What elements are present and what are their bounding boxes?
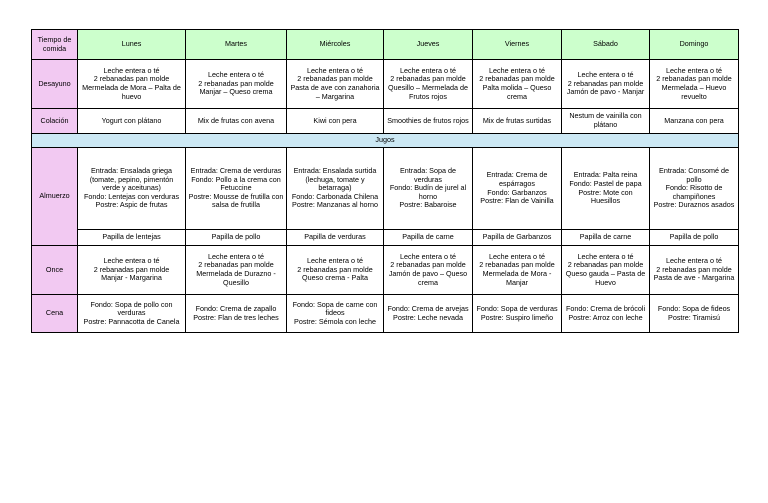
cena-cell-line: Postre: Suspiro limeño (480, 312, 554, 322)
cena-row (32, 295, 739, 333)
once-cell-line: Mermelada de Durazno - Quesillo (196, 269, 276, 287)
almuerzo-cell-line: Postre: Flan de Vainilla (480, 196, 554, 206)
colacion-cell-miercoles (287, 109, 384, 134)
once-cell-line: 2 rebanadas pan molde (198, 260, 274, 270)
cena-cell-lunes (78, 295, 186, 333)
desayuno-cell-line: Leche entera o té (489, 65, 545, 75)
once-cell-line: Jamón de pavo – Queso crema (388, 269, 468, 287)
corner-cell: Tiempo de comida (32, 30, 78, 60)
colacion-cell-jueves (384, 109, 473, 134)
almuerzo-cell-martes (186, 148, 287, 230)
papilla-cell-line: Papilla de Garbanzos (482, 232, 552, 242)
almuerzo-cell-miercoles (287, 148, 384, 230)
desayuno-cell-line: Leche entera o té (307, 65, 363, 75)
header-row (32, 30, 739, 60)
almuerzo-cell-line: Fondo: Risotto de champiñones (665, 183, 723, 201)
almuerzo-cell-line: Entrada: Ensalada griega (tomate, pepino, pimentón verde y aceitunas) (89, 166, 174, 193)
once-cell-line: Queso gauda – Pasta de Huevo (565, 269, 646, 287)
colacion-cell-martes (186, 109, 287, 134)
desayuno-cell-line: Leche entera o té (577, 70, 634, 80)
colacion-cell-line: Manzana con pera (664, 115, 724, 125)
once-row (32, 246, 739, 295)
once-cell-line: Leche entera o té (208, 251, 264, 261)
almuerzo-cell-domingo (650, 148, 739, 230)
colacion-cell-line: Mix de frutas con avena (197, 115, 275, 125)
desayuno-cell-line: Pasta de ave con zanahoria – Margarina (290, 83, 380, 101)
once-cell-line: Leche entera o té (666, 256, 722, 266)
almuerzo-cell-line: Postre: Mousse de frutilla con salsa de frutilla (188, 191, 284, 210)
colacion-cell-lunes (78, 109, 186, 134)
papilla-cell-jueves (384, 230, 473, 246)
cena-cell-line: Fondo: Sopa de pollo con verduras (90, 299, 173, 318)
day-header-viernes: Viernes (473, 30, 562, 60)
colacion-cell-line: Yogurt con plátano (101, 115, 162, 125)
cena-cell-domingo (650, 295, 739, 333)
colacion-cell-line: Kiwi con pera (313, 115, 357, 125)
almuerzo-cell-line: Fondo: Budín de jurel al horno (389, 183, 467, 201)
colacion-cell-line: Nestum de vainilla con plátano (569, 111, 642, 129)
once-cell-line: Leche entera o té (489, 251, 545, 261)
jugos-row (32, 134, 739, 148)
papilla-cell-viernes (473, 230, 562, 246)
desayuno-cell-viernes (473, 60, 562, 109)
papilla-cell-line: Papilla de carne (579, 232, 632, 242)
once-cell-line: 2 rebanadas pan molde (297, 264, 373, 274)
desayuno-cell-line: Mermelada – Huevo revuelto (661, 83, 727, 101)
papilla-cell-lunes (78, 230, 186, 246)
papilla-cell-miercoles (287, 230, 384, 246)
day-header-miercoles: Miércoles (287, 30, 384, 60)
cena-cell-line: Fondo: Crema de zapallo (195, 303, 277, 313)
desayuno-cell-line: Mermelada de Mora – Palta de huevo (82, 83, 181, 101)
meal-label-cena: Cena (32, 295, 78, 333)
almuerzo-cell-sabado (562, 148, 650, 230)
papilla-cell-line: Papilla de verduras (304, 232, 366, 242)
once-cell-jueves (384, 246, 473, 295)
once-cell-line: 2 rebanadas pan molde (567, 260, 644, 270)
papilla-cell-line: Papilla de lentejas (102, 232, 161, 242)
once-cell-line: Leche entera o té (577, 251, 634, 261)
jugos-banner: Jugos (32, 134, 739, 148)
once-cell-line: Pasta de ave - Margarina (653, 273, 735, 283)
once-cell-line: 2 rebanadas pan molde (93, 264, 170, 274)
desayuno-row (32, 60, 739, 109)
weekly-menu-table (31, 29, 739, 333)
cena-cell-line: Fondo: Crema de brócoli (565, 303, 646, 313)
once-cell-line: 2 rebanadas pan molde (656, 264, 732, 274)
once-cell-lunes (78, 246, 186, 295)
papilla-row (32, 230, 739, 246)
cena-cell-line: Postre: Sémola con leche (294, 316, 376, 326)
almuerzo-cell-line: Postre: Babaroise (399, 200, 457, 210)
day-header-jueves: Jueves (384, 30, 473, 60)
desayuno-cell-line: 2 rebanadas pan molde (479, 74, 555, 84)
almuerzo-cell-line: Postre: Aspic de frutas (95, 200, 168, 210)
desayuno-cell-line: Leche entera o té (103, 65, 160, 75)
desayuno-cell-line: Manjar – Queso crema (199, 87, 273, 97)
desayuno-cell-lunes (78, 60, 186, 109)
desayuno-cell-line: 2 rebanadas pan molde (390, 74, 466, 84)
cena-cell-line: Postre: Pannacotta de Canela (83, 316, 180, 326)
colacion-cell-viernes (473, 109, 562, 134)
once-cell-line: Queso crema - Palta (302, 273, 368, 283)
almuerzo-cell-viernes (473, 148, 562, 230)
almuerzo-cell-line: Fondo: Garbanzos (487, 187, 547, 197)
almuerzo-cell-line: Postre: Duraznos asados (653, 200, 735, 210)
cena-cell-sabado (562, 295, 650, 333)
almuerzo-cell-jueves (384, 148, 473, 230)
desayuno-cell-sabado (562, 60, 650, 109)
cena-cell-miercoles (287, 295, 384, 333)
almuerzo-cell-line: Fondo: Pollo a la crema con Fetuccine (191, 174, 281, 193)
meal-label-desayuno: Desayuno (32, 60, 78, 109)
almuerzo-cell-line: Fondo: Lentejas con verduras (83, 191, 180, 201)
desayuno-cell-line: Leche entera o té (666, 65, 722, 75)
colacion-cell-sabado (562, 109, 650, 134)
almuerzo-cell-line: Fondo: Carbonada Chilena (291, 191, 379, 201)
papilla-cell-sabado (562, 230, 650, 246)
day-header-sabado: Sábado (562, 30, 650, 60)
cena-cell-line: Fondo: Sopa de verduras (476, 303, 558, 313)
papilla-cell-line: Papilla de pollo (211, 232, 261, 242)
desayuno-cell-line: Jamón de pavo - Manjar (566, 87, 645, 97)
day-header-domingo: Domingo (650, 30, 739, 60)
almuerzo-cell-lunes (78, 148, 186, 230)
cena-cell-line: Postre: Arroz con leche (568, 312, 643, 322)
desayuno-cell-line: 2 rebanadas pan molde (297, 74, 373, 84)
cena-cell-jueves (384, 295, 473, 333)
papilla-cell-line: Papilla de pollo (669, 232, 719, 242)
cena-cell-line: Postre: Leche nevada (393, 312, 463, 322)
desayuno-cell-domingo (650, 60, 739, 109)
desayuno-cell-line: 2 rebanadas pan molde (198, 78, 274, 88)
cena-cell-line: Fondo: Sopa de carne con fideos (292, 299, 378, 318)
almuerzo-cell-line: Entrada: Sopa de verduras (400, 166, 456, 184)
almuerzo-cell-line: Entrada: Crema de espárragos (486, 170, 548, 188)
once-cell-line: Mermelada de Mora - Manjar (482, 269, 552, 287)
once-cell-sabado (562, 246, 650, 295)
once-cell-martes (186, 246, 287, 295)
desayuno-cell-line: 2 rebanadas pan molde (567, 78, 644, 88)
once-cell-line: Manjar - Margarina (101, 273, 162, 283)
meal-label-almuerzo: Almuerzo (32, 148, 78, 246)
almuerzo-cell-line: Entrada: Consomé de pollo (659, 166, 729, 184)
colacion-cell-domingo (650, 109, 739, 134)
once-cell-viernes (473, 246, 562, 295)
almuerzo-cell-line: Postre: Manzanas al horno (292, 200, 378, 210)
desayuno-cell-line: 2 rebanadas pan molde (656, 74, 732, 84)
once-cell-line: Leche entera o té (307, 256, 363, 266)
desayuno-cell-line: Leche entera o té (400, 65, 456, 75)
cena-cell-line: Postre: Tiramisú (668, 312, 720, 322)
once-cell-line: Leche entera o té (400, 251, 456, 261)
once-cell-line: 2 rebanadas pan molde (390, 260, 466, 270)
cena-cell-martes (186, 295, 287, 333)
desayuno-cell-line: Palta molida – Queso crema (482, 83, 552, 101)
once-cell-line: 2 rebanadas pan molde (479, 260, 555, 270)
papilla-cell-domingo (650, 230, 739, 246)
almuerzo-row (32, 148, 739, 230)
almuerzo-cell-line: Entrada: Palta reina (573, 170, 638, 180)
once-cell-domingo (650, 246, 739, 295)
papilla-cell-martes (186, 230, 287, 246)
desayuno-cell-line: Leche entera o té (208, 70, 264, 80)
meal-label-colacion: Colación (32, 109, 78, 134)
cena-cell-line: Postre: Flan de tres leches (193, 312, 279, 322)
almuerzo-cell-line: Fondo: Pastel de papa (569, 178, 642, 188)
almuerzo-cell-line: Entrada: Ensalada surtida (lechuga, tomate y betarraga) (293, 166, 377, 193)
once-cell-miercoles (287, 246, 384, 295)
day-header-lunes: Lunes (78, 30, 186, 60)
almuerzo-cell-line: Postre: Mote con Huesillos (578, 187, 633, 206)
colacion-cell-line: Smoothies de frutos rojos (387, 115, 469, 125)
cena-cell-line: Fondo: Crema de arvejas (387, 303, 469, 313)
colacion-cell-line: Mix de frutas surtidas (482, 115, 552, 125)
colacion-row (32, 109, 739, 134)
desayuno-cell-line: Quesillo – Mermelada de Frutos rojos (388, 83, 468, 101)
desayuno-cell-miercoles (287, 60, 384, 109)
almuerzo-cell-line: Entrada: Crema de verduras (190, 166, 282, 176)
papilla-cell-line: Papilla de carne (402, 232, 454, 242)
once-cell-line: Leche entera o té (103, 256, 160, 266)
cena-cell-viernes (473, 295, 562, 333)
meal-label-once: Once (32, 246, 78, 295)
day-header-martes: Martes (186, 30, 287, 60)
desayuno-cell-jueves (384, 60, 473, 109)
desayuno-cell-line: 2 rebanadas pan molde (93, 74, 170, 84)
desayuno-cell-martes (186, 60, 287, 109)
cena-cell-line: Fondo: Sopa de fideos (657, 303, 731, 313)
